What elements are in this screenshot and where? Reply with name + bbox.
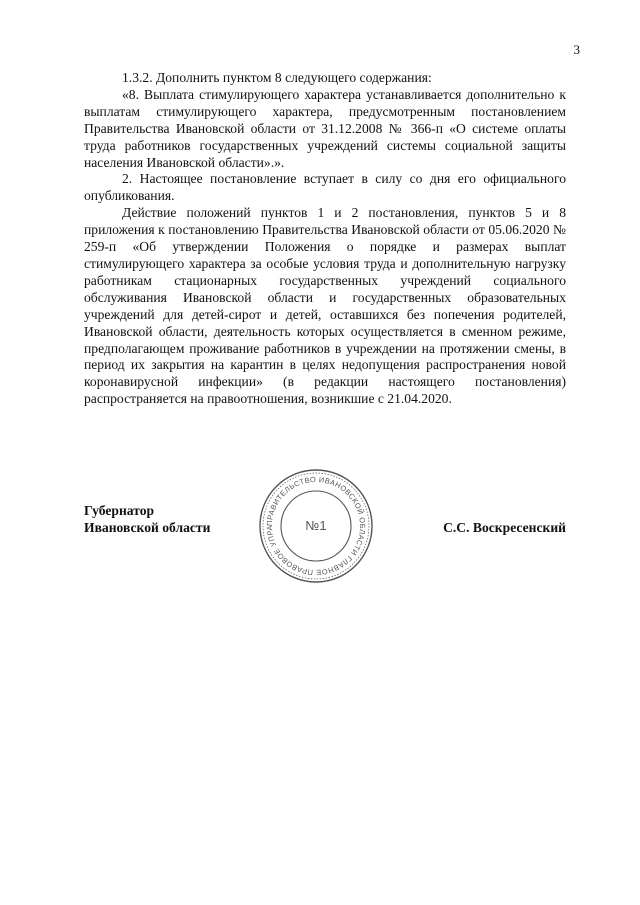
official-seal-stamp: [258, 468, 374, 584]
paragraph-point-8: «8. Выплата стимулирующего характера устанавливается дополнительно к выплатам стимулирующего характера, предусмотренным постановлением Правительства Ивановской области от 31.12.2008 № 366-п «О системе оплаты труда работников государственных учреждений системы социальной защиты населения Ивановской области».».: [84, 86, 566, 170]
paragraph-2-effective-date: 2. Настоящее постановление вступает в силу со дня его официального опубликования.: [84, 171, 566, 204]
signatory-title-line1: Губернатор: [84, 503, 155, 518]
document-body: [84, 70, 566, 408]
signatory-title-line2: Ивановской области: [84, 519, 211, 535]
signatory-name: С.С. Воскресенский: [443, 520, 566, 535]
paragraph-1-3-2: 1.3.2. Дополнить пунктом 8 следующего содержания:: [122, 70, 432, 85]
page-number: 3: [573, 42, 580, 57]
seal-graphic: [258, 468, 374, 584]
seal-ring-text: ПРАВИТЕЛЬСТВО ИВАНОВСКОЙ ОБЛАСТИ ГЛАВНОЕ ПРАВОВОЕ УПРА: [264, 474, 368, 578]
seal-center-number: №1: [305, 518, 327, 533]
paragraph-retroactive-effect: Действие положений пунктов 1 и 2 постановления, пунктов 5 и 8 приложения к постановлению Правительства Ивановской области от 05.06.2020 № 259-п «Об утверждении Положения о порядке и размерах выплат стимулирующего характера за особые условия труда и дополнительную нагрузку работникам стационарных государственных учреждений социального обслуживания Ивановской области и государственных образовательных учреждений для детей-сирот и детей, оставшихся без попечения родителей, Ивановской области, деятельность которых осуществляется в сменном режиме, предполагающем проживание работников в учреждении на протяжении смены, в период их закрытия на карантин в целях недопущения распространения новой коронавирусной инфекции» (в редакции настоящего постановления) распространяется на правоотношения, возникшие с 21.04.2020.: [84, 205, 566, 407]
signatory-title: [84, 503, 210, 537]
